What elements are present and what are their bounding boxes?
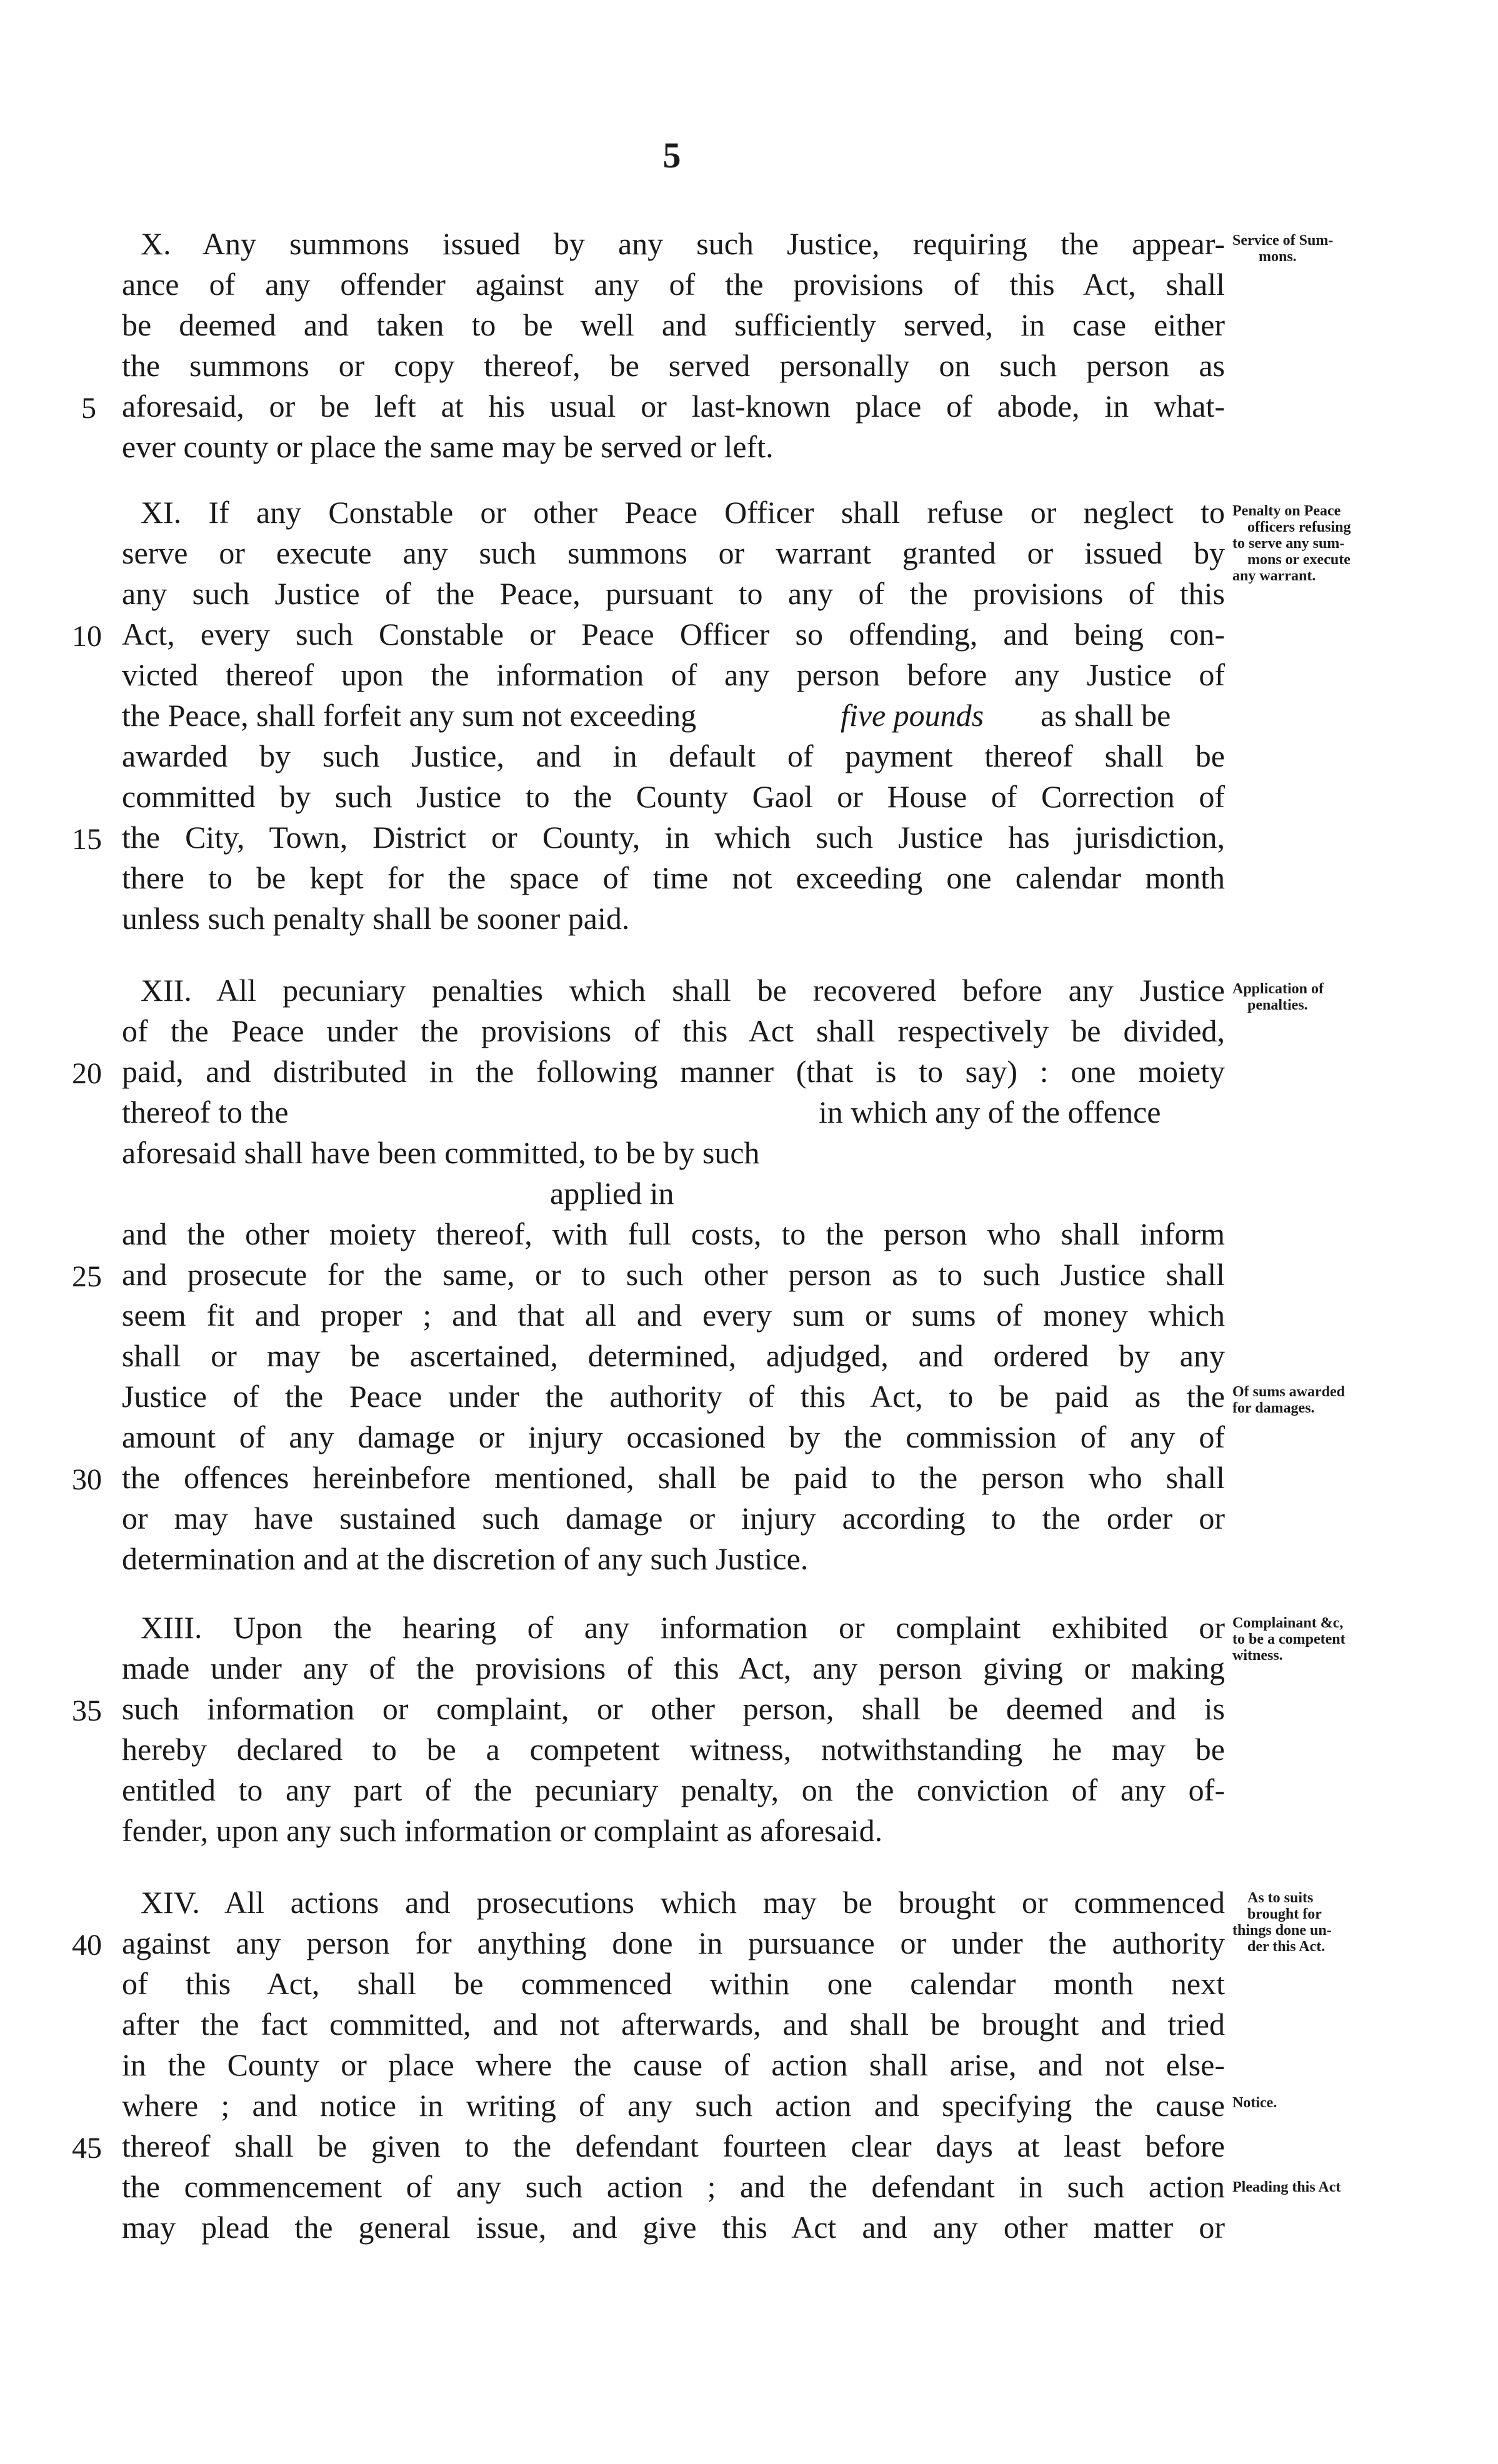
text-line: victed thereof upon the information of any person before any Justice of: [122, 657, 1225, 692]
margin-note-line: to serve any sum-: [1232, 535, 1345, 552]
text-line: the summons or copy thereof, be served personally on such person as: [122, 348, 1225, 383]
text-line: aforesaid, or be left at his usual or last-known place of abode, in what-: [122, 389, 1225, 424]
line-number: 25: [72, 1260, 102, 1293]
margin-note-line: Of sums awarded: [1232, 1384, 1346, 1400]
line-number: 30: [72, 1463, 102, 1496]
text-line: seem fit and proper ; and that all and every sum or sums of money which: [122, 1298, 1225, 1333]
text-line: of the Peace under the provisions of this Act shall respectively be divided,: [122, 1013, 1225, 1048]
margin-note-line: Notice.: [1232, 2095, 1277, 2111]
margin-note-line: Application of: [1232, 981, 1324, 997]
text-line: entitled to any part of the pecuniary penalty, on the conviction of any of-: [122, 1772, 1225, 1807]
text-line: after the fact committed, and not afterwards, and shall be brought and tried: [122, 2007, 1225, 2042]
line-number: 45: [72, 2132, 102, 2165]
margin-note-line: Penalty on Peace: [1232, 503, 1341, 519]
margin-note-complainant: [1232, 1615, 1420, 1664]
text-line: and the other moiety thereof, with full costs, to the person who shall inform: [122, 1216, 1225, 1251]
margin-note-notice: [1232, 2095, 1420, 2111]
text-line: committed by such Justice to the County Gaol or House of Correction of: [122, 779, 1225, 814]
line-number: 40: [72, 1929, 102, 1962]
text-line: awarded by such Justice, and in default of payment thereof shall be: [122, 738, 1225, 773]
margin-note-pleading: [1232, 2179, 1420, 2195]
margin-note-line: mons or execute: [1247, 552, 1351, 568]
margin-note-line: officers refusing: [1247, 519, 1351, 535]
margin-note-line: penalties.: [1247, 997, 1308, 1013]
margin-note-penalty: [1232, 503, 1420, 584]
margin-note-line: Complainant &c,: [1232, 1615, 1344, 1631]
text-line: unless such penalty shall be sooner paid.: [122, 901, 630, 936]
text-line: XII. All pecuniary penalties which shall be recovered before any Justice: [141, 973, 1225, 1008]
text-fragment: as shall be: [1041, 698, 1171, 733]
text-line: such information or complaint, or other person, shall be deemed and is: [122, 1691, 1225, 1726]
text-line: the offences hereinbefore mentioned, shall be paid to the person who shall: [122, 1460, 1225, 1495]
text-line: ance of any offender against any of the provisions of this Act, shall: [122, 267, 1225, 302]
text-line: in the County or place where the cause of action shall arise, and not else-: [122, 2047, 1225, 2082]
text-line: fender, upon any such information or complaint as aforesaid.: [122, 1813, 883, 1848]
margin-note-application: [1232, 981, 1420, 1013]
line-number: 10: [72, 620, 102, 653]
margin-note-service: [1232, 232, 1420, 265]
text-line: Act, every such Constable or Peace Officer so offending, and being con-: [122, 617, 1225, 652]
text-line: ever county or place the same may be served or left.: [122, 429, 774, 464]
text-line: XIII. Upon the hearing of any information or complaint exhibited or: [141, 1610, 1225, 1645]
text-line: there to be kept for the space of time not exceeding one calendar month: [122, 860, 1225, 895]
text-line: paid, and distributed in the following manner (that is to say) : one moiety: [122, 1054, 1225, 1089]
margin-note-line: for damages.: [1232, 1400, 1315, 1416]
text-fragment: aforesaid shall have been committed, to be by such: [122, 1135, 760, 1170]
text-line: and prosecute for the same, or to such other person as to such Justice shall: [122, 1257, 1225, 1292]
text-line: be deemed and taken to be well and sufficiently served, in case either: [122, 307, 1225, 342]
text-fragment: the Peace, shall forfeit any sum not exceeding: [122, 698, 697, 733]
text-line: Justice of the Peace under the authority of this Act, to be paid as the: [122, 1379, 1225, 1414]
text-line: amount of any damage or injury occasioned by the commission of any of: [122, 1419, 1225, 1454]
text-fragment: thereof to the: [122, 1095, 289, 1130]
margin-note-line: Pleading this Act: [1232, 2179, 1341, 2195]
margin-note-line: der this Act.: [1247, 1939, 1326, 1955]
line-number: 15: [72, 823, 102, 856]
margin-note-line: mons.: [1259, 249, 1297, 265]
line-number: 20: [72, 1057, 102, 1090]
text-line: made under any of the provisions of this Act, any person giving or making: [122, 1651, 1225, 1686]
margin-note-suits: [1232, 1890, 1420, 1955]
text-line: X. Any summons issued by any such Justice, requiring the appear-: [141, 226, 1225, 261]
text-line: of this Act, shall be commenced within one calendar month next: [122, 1966, 1225, 2001]
text-line: hereby declared to be a competent witness, notwithstanding he may be: [122, 1732, 1225, 1767]
margin-note-line: things done un-: [1232, 1922, 1332, 1939]
text-line: serve or execute any such summons or warrant granted or issued by: [122, 535, 1225, 570]
text-line: or may have sustained such damage or injury according to the order or: [122, 1501, 1225, 1536]
text-line: XIV. All actions and prosecutions which may be brought or commenced: [141, 1885, 1225, 1920]
page-number: 5: [662, 135, 681, 176]
text-line: the commencement of any such action ; and the defendant in such action: [122, 2169, 1225, 2204]
margin-note-line: As to suits: [1247, 1890, 1314, 1906]
margin-note-line: brought for: [1247, 1906, 1322, 1922]
text-line: the City, Town, District or County, in which such Justice has jurisdiction,: [122, 820, 1225, 855]
line-number: 35: [72, 1694, 102, 1727]
margin-note-damages: [1232, 1384, 1420, 1416]
text-line: determination and at the discretion of any such Justice.: [122, 1541, 809, 1576]
emphasis-text: five pounds: [841, 698, 984, 733]
margin-note-line: witness.: [1232, 1647, 1283, 1664]
text-line: may plead the general issue, and give this Act and any other matter or: [122, 2210, 1225, 2245]
text-fragment: applied in: [550, 1176, 674, 1211]
margin-note-line: Service of Sum-: [1232, 232, 1334, 249]
text-line: any such Justice of the Peace, pursuant to any of the provisions of this: [122, 576, 1225, 611]
text-line: XI. If any Constable or other Peace Officer shall refuse or neglect to: [141, 495, 1225, 530]
line-number: 5: [81, 392, 96, 425]
text-line: shall or may be ascertained, determined, adjudged, and ordered by any: [122, 1338, 1225, 1373]
margin-note-line: to be a competent: [1232, 1631, 1346, 1647]
text-fragment: in which any of the offence: [819, 1095, 1161, 1130]
text-line: where ; and notice in writing of any such action and specifying the cause: [122, 2088, 1225, 2123]
text-line: thereof shall be given to the defendant fourteen clear days at least before: [122, 2129, 1225, 2163]
margin-note-line: any warrant.: [1232, 568, 1316, 584]
text-line: against any person for anything done in pursuance or under the authority: [122, 1925, 1225, 1960]
